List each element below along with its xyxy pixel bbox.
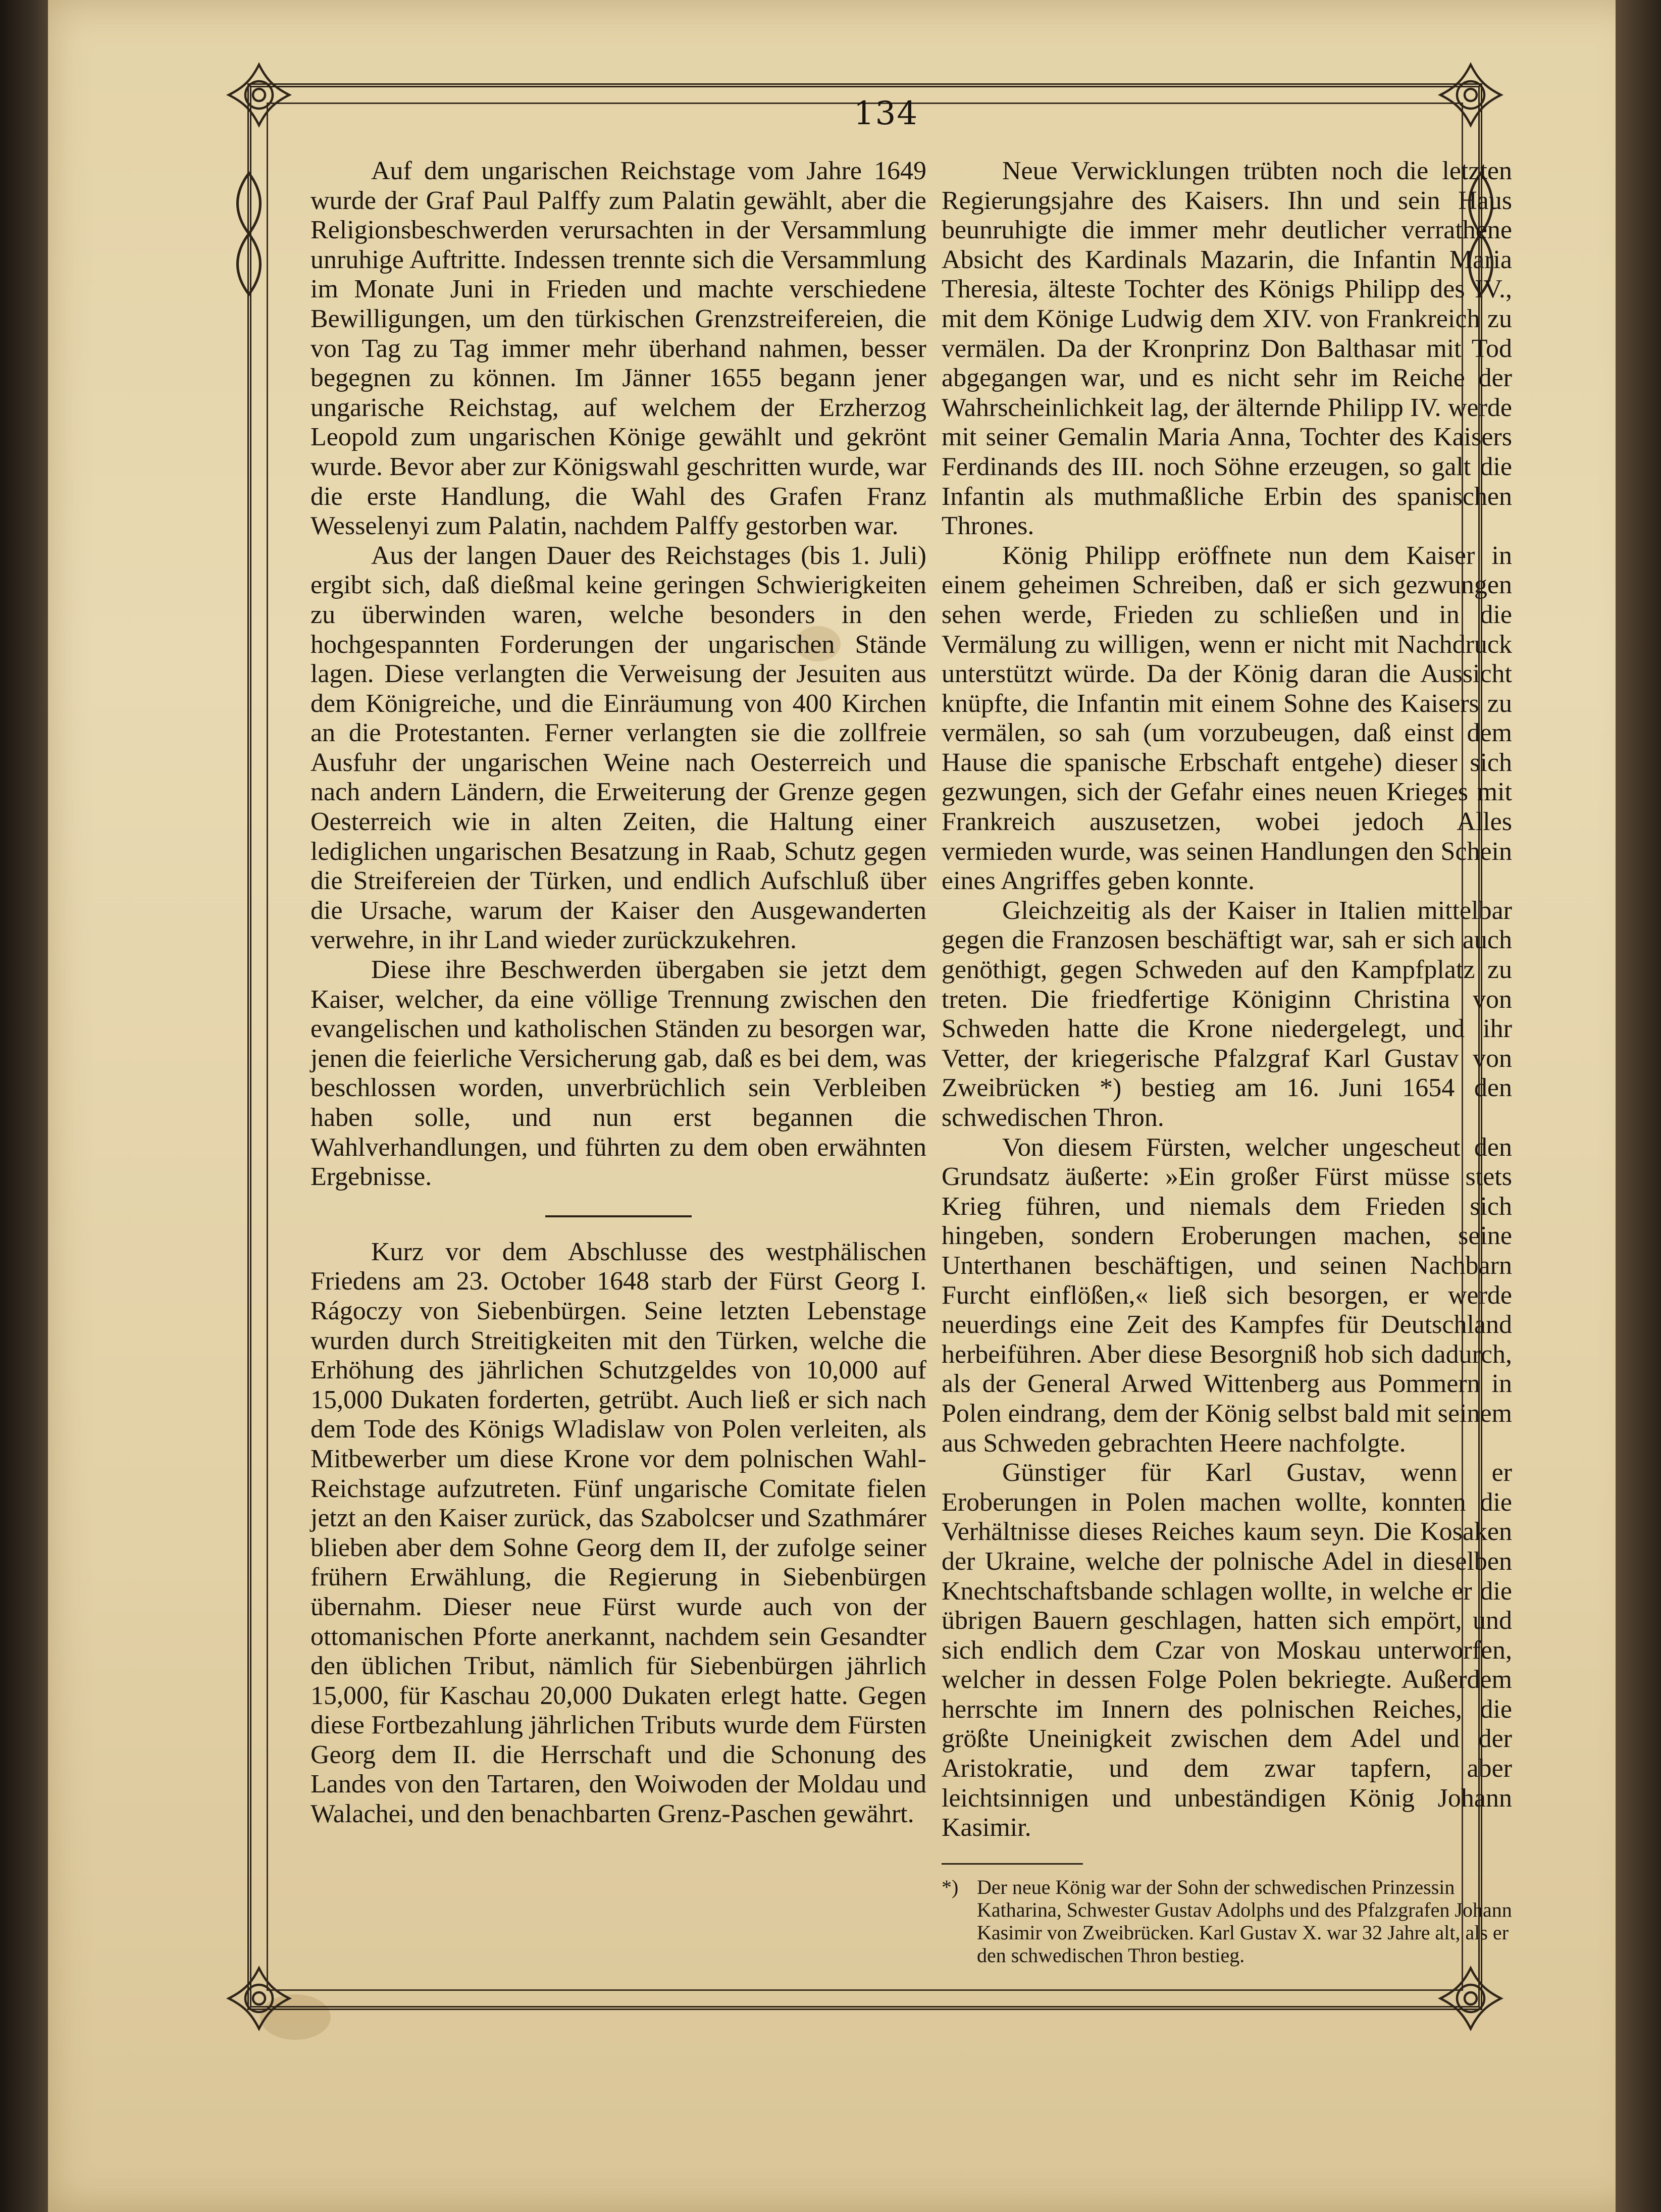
paragraph: Diese ihre Beschwerden übergaben sie jetzt dem Kaiser, welcher, da eine völlige Trennung zwischen den evangelischen und katholischen Ständen zu besorgen war, jenen die feierliche Versicherung gab, daß es bei dem, was beschlossen worden, unverbrüchlich sein Verbleiben haben solle, und nun erst begannen die Wahlverhandlungen, und führten zu dem oben erwähnten Ergebnisse. (310, 955, 926, 1192)
paragraph: Von diesem Fürsten, welcher ungescheut den Grundsatz äußerte: »Ein großer Fürst müsse stets Krieg führen, und niemals dem Frieden sich hingeben, sondern Eroberungen machen, seine Unterthanen beschäftigen, und seinen Nachbarn Furcht einflößen,« ließ sich besorgen, er werde neuerdings eine Zeit des Kampfes für Deutschland herbeiführen. Aber diese Besorgniß hob sich dadurch, als der General Arwed Wittenberg aus Pommern in Polen eindrang, dem der König selbst bald mit seinem aus Schweden gebrachten Heere nachfolgte. (942, 1133, 1512, 1458)
book-page (48, 0, 1643, 2212)
paragraph: Auf dem ungarischen Reichstage vom Jahre 1649 wurde der Graf Paul Palffy zum Palatin gewählt, aber die Religionsbeschwerden verursachten in der Versammlung unruhige Auftritte. Indessen trennte sich die Versammlung im Monate Juni in Frieden und machte verschiedene Bewilligungen, um den türkischen Grenzstreifereien, die von Tag zu Tag immer mehr überhand nahmen, besser begegnen zu können. Im Jänner 1655 begann jener ungarische Reichstag, auf welchem der Erzherzog Leopold zum ungarischen Könige gewählt und gekrönt wurde. Bevor aber zur Königswahl geschritten wurde, war die erste Handlung, die Wahl des Grafen Franz Wesselenyi zum Palatin, nachdem Palffy gestorben war. (310, 157, 926, 541)
right-column (942, 157, 1512, 1967)
paragraph: Kurz vor dem Abschlusse des westphälischen Friedens am 23. October 1648 starb der Fürst Georg I. Rágoczy von Siebenbürgen. Seine letzten Lebenstage wurden durch Streitigkeiten mit den Türken, welche die Erhöhung des jährlichen Schutzgeldes von 10,000 auf 15,000 Dukaten forderten, getrübt. Auch ließ er sich nach dem Tode des Königs Wladislaw von Polen verleiten, als Mitbewerber um diese Krone vor dem polnischen Wahl-Reichstage aufzutreten. Fünf ungarische Comitate fielen jetzt an den Kaiser zurück, das Szabolcser und Szathmárer blieben aber dem Sohne Georg dem II, der zufolge seiner frühern Erwählung, die Regierung in Siebenbürgen übernahm. Dieser neue Fürst wurde auch von der ottomanischen Pforte anerkannt, nachdem sein Gesandter den üblichen Tribut, nämlich für Siebenbürgen jährlich 15,000, für Kaschau 20,000 Dukaten erlegt hatte. Gegen diese Fortbezahlung jährlichen Tributs wurde dem Fürsten Georg dem II. die Herrschaft und die Schonung des Landes von den Tartaren, den Woiwoden der Moldau und Walachei, und den benachbarten Grenz-Paschen gewährt. (310, 1237, 926, 1829)
corner-ornament-icon (221, 57, 297, 133)
footnote-divider (942, 1863, 1083, 1865)
scan-right-edge (1616, 0, 1661, 2212)
corner-ornament-icon (1433, 1961, 1509, 2036)
section-divider (545, 1215, 692, 1217)
paragraph: König Philipp eröffnete nun dem Kaiser in einem geheimen Schreiben, daß er sich gezwungen sehen werde, Frieden zu schließen und in die Vermälung zu willigen, wenn er nicht mit Nachdruck unterstützt würde. Da der König daran die Aussicht knüpfte, die Infantin mit einem Sohne des Kaisers zu vermälen, so sah (um vorzubeugen, daß einst dem Hause die spanische Erbschaft entgehe) dieser sich gezwungen, sich der Gefahr eines neuen Krieges mit Frankreich auszusetzen, wobei jedoch Alles vermieden wurde, was seinen Handlungen den Schein eines Angriffes geben konnte. (942, 541, 1512, 896)
footnote-text: Der neue König war der Sohn der schwedischen Prinzessin Katharina, Schwester Gustav Adolphs und des Pfalzgrafen Johann Kasimir von Zweibrücken. Karl Gustav X. war 32 Jahre alt, als er den schwedischen Thron bestieg. (977, 1875, 1512, 1967)
paragraph: Günstiger für Karl Gustav, wenn er Eroberungen in Polen machen wollte, konnten die Verhältnisse dieses Reiches kaum seyn. Die Kosaken der Ukraine, welche der polnische Adel in dieselben Knechtschaftsbande schlagen wollte, in welche er die übrigen Bauern geschlagen, hatten sich empört, und sich endlich dem Czar von Moskau unterworfen, welcher in dessen Folge Polen bekriegte. Außerdem herrschte im Innern des polnischen Reiches, die größte Uneinigkeit zwischen dem Adel und der Aristokratie, und dem zwar tapfern, aber leichtsinnigen und unbeständigen König Johann Kasimir. (942, 1458, 1512, 1842)
paragraph: Aus der langen Dauer des Reichstages (bis 1. Juli) ergibt sich, daß dießmal keine geringen Schwierigkeiten zu überwinden waren, welche besonders in den hochgespannten Forderungen der ungarischen Stände lagen. Diese verlangten die Verweisung der Jesuiten aus dem Königreiche, und die Einräumung von 400 Kirchen an die Protestanten. Ferner verlangten sie die zollfreie Ausfuhr der ungarischen Weine nach Oesterreich und nach andern Ländern, die Erweiterung der Grenze gegen Oesterreich wie in alten Zeiten, die Haltung einer lediglichen ungarischen Besatzung in Raab, Schutz gegen die Streifereien der Türken, und endlich Aufschluß über die Ursache, warum der Kaiser den Ausgewanderten verwehre, in ihr Land wieder zurückzukehren. (310, 541, 926, 955)
page-number: 134 (853, 95, 919, 132)
scan-binding-edge (0, 0, 56, 2212)
footnote-mark: *) (942, 1875, 959, 1898)
side-ornament-icon (229, 168, 269, 299)
corner-ornament-icon (221, 1961, 297, 2036)
paragraph: Neue Verwicklungen trübten noch die letzten Regierungsjahre des Kaisers. Ihn und sein Haus beunruhigte die immer mehr deutlicher verrathene Absicht des Kardinals Mazarin, die Infantin Maria Theresia, älteste Tochter des Königs Philipp des IV., mit dem Könige Ludwig dem XIV. von Frankreich zu vermälen. Da der Kronprinz Don Balthasar mit Tod abgegangen war, und es nicht sehr im Reiche der Wahrscheinlichkeit lag, der älternde Philipp IV. werde mit seiner Gemalin Maria Anna, Tochter des Kaisers Ferdinands des III. noch Söhne erzeugen, so galt die Infantin als muthmaßliche Erbin des spanischen Thrones. (942, 157, 1512, 541)
paragraph: Gleichzeitig als der Kaiser in Italien mittelbar gegen die Franzosen beschäftigt war, sah er sich auch genöthigt, gegen Schweden auf den Kampfplatz zu treten. Die friedfertige Königinn Christina von Schweden hatte die Krone niedergelegt, und ihr Vetter, der kriegerische Pfalzgraf Karl Gustav von Zweibrücken *) bestieg am 16. Juni 1654 den schwedischen Thron. (942, 896, 1512, 1132)
corner-ornament-icon (1433, 57, 1509, 133)
left-column (310, 157, 926, 1829)
footnote (942, 1876, 1512, 1967)
